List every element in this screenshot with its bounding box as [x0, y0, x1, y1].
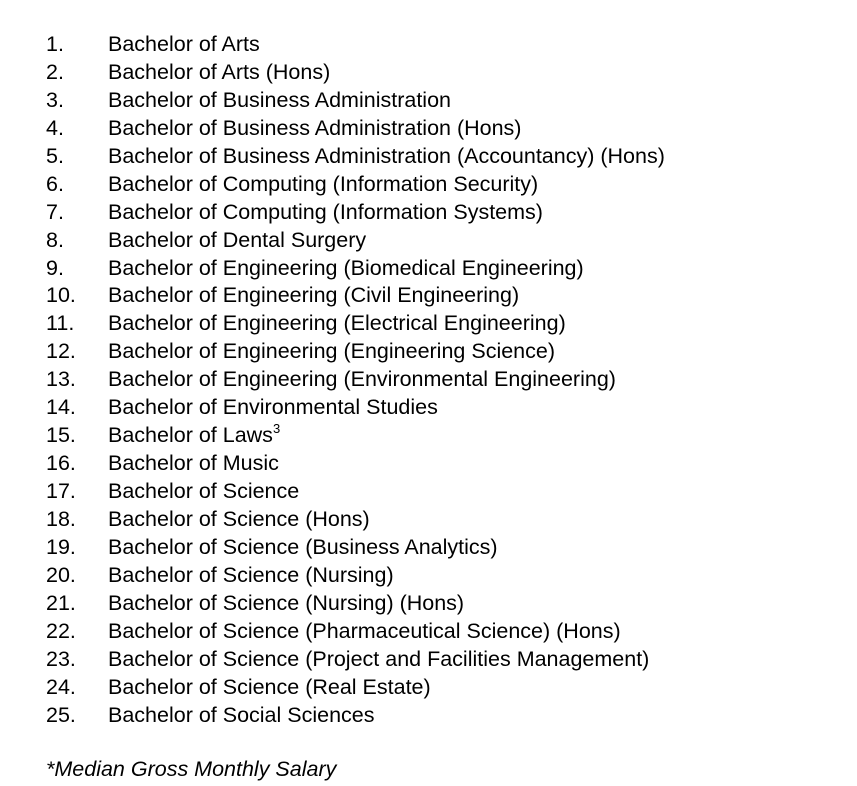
list-item	[46, 702, 665, 730]
degree-name: Bachelor of Arts (Hons)	[108, 59, 331, 84]
list-item	[46, 562, 665, 590]
list-item-number: 10.	[46, 283, 76, 308]
list-item-label	[108, 171, 538, 199]
degree-name: Bachelor of Engineering (Civil Engineering)	[108, 283, 520, 308]
list-item	[46, 338, 665, 366]
degree-name: Bachelor of Business Administration (Hons)	[108, 115, 522, 140]
list-item-number: 3.	[46, 87, 64, 112]
degree-name: Bachelor of Dental Surgery	[108, 227, 367, 252]
degree-name: Bachelor of Music	[108, 451, 279, 476]
list-item-number: 7.	[46, 199, 64, 224]
list-item-label	[108, 199, 543, 227]
degree-name: Bachelor of Business Administration (Accountancy) (Hons)	[108, 143, 665, 168]
list-item	[46, 255, 665, 283]
list-item-label	[108, 143, 665, 171]
list-item-number: 24.	[46, 674, 76, 699]
degree-name: Bachelor of Engineering (Biomedical Engineering)	[108, 255, 584, 280]
degree-name: Bachelor of Business Administration	[108, 87, 451, 112]
degree-name: Bachelor of Computing (Information Systems)	[108, 199, 543, 224]
list-item	[46, 143, 665, 171]
list-item-label	[108, 310, 566, 338]
list-item-number: 8.	[46, 227, 64, 252]
list-item-number: 9.	[46, 255, 64, 280]
list-item-number: 13.	[46, 367, 76, 392]
list-item-label	[108, 506, 370, 534]
list-item-label	[108, 59, 330, 87]
list-item-label	[108, 590, 464, 618]
list-item	[46, 227, 665, 255]
list-item-label	[108, 534, 498, 562]
list-item	[46, 506, 665, 534]
degree-name: Bachelor of Science (Project and Facilities Management)	[108, 646, 650, 671]
list-item-label	[108, 478, 299, 506]
list-item	[46, 59, 665, 87]
list-item-label	[108, 394, 438, 422]
list-item-label	[108, 338, 555, 366]
list-item	[46, 394, 665, 422]
list-item-label	[108, 674, 431, 702]
list-item-number: 17.	[46, 479, 76, 503]
list-item	[46, 534, 665, 562]
list-item	[46, 478, 665, 506]
list-item-number: 18.	[46, 506, 76, 531]
list-item-label	[108, 87, 451, 115]
degree-name: Bachelor of Science (Hons)	[108, 506, 370, 531]
list-item	[46, 366, 665, 394]
degree-name: Bachelor of Engineering (Engineering Science)	[108, 339, 555, 364]
list-item	[46, 199, 665, 227]
list-item-number: 11.	[46, 311, 75, 336]
list-item-number: 12.	[46, 339, 76, 364]
degree-name: Bachelor of Science	[108, 479, 300, 503]
footnote-marker: 3	[272, 421, 281, 437]
list-item-label	[108, 450, 279, 478]
list-item-number: 22.	[46, 618, 76, 643]
list-item-number: 23.	[46, 646, 76, 671]
list-item	[46, 115, 665, 143]
list-item-number: 4.	[46, 115, 64, 140]
list-item	[46, 674, 665, 702]
list-item-number: 25.	[46, 702, 76, 727]
list-item-number: 15.	[46, 423, 76, 448]
degree-name: Bachelor of Computing (Information Security)	[108, 171, 539, 196]
degree-name: Bachelor of Science (Business Analytics)	[108, 534, 498, 559]
degree-name: Bachelor of Engineering (Electrical Engineering)	[108, 311, 566, 336]
degree-name: Bachelor of Science (Pharmaceutical Science) (Hons)	[108, 618, 621, 643]
degree-name: Bachelor of Laws	[108, 423, 273, 448]
list-item-number: 2.	[46, 59, 64, 84]
degree-list	[46, 31, 665, 729]
degree-name: Bachelor of Science (Real Estate)	[108, 674, 431, 699]
list-item-label	[108, 422, 280, 450]
list-item	[46, 422, 665, 450]
list-item	[46, 310, 665, 338]
list-item-label	[108, 282, 519, 310]
list-item-number: 5.	[46, 143, 64, 168]
list-item-label	[108, 115, 521, 143]
list-item-label	[108, 31, 260, 59]
list-item-number: 14.	[46, 395, 76, 420]
list-item	[46, 590, 665, 618]
degree-name: Bachelor of Social Sciences	[108, 702, 375, 727]
list-item-number: 20.	[46, 562, 76, 587]
list-item-label	[108, 562, 394, 590]
footnote: *Median Gross Monthly Salary	[46, 757, 337, 781]
list-item-label	[108, 618, 621, 646]
list-item-label	[108, 646, 649, 674]
list-item	[46, 171, 665, 199]
list-item	[46, 87, 665, 115]
degree-name: Bachelor of Environmental Studies	[108, 395, 438, 420]
list-item	[46, 31, 665, 59]
list-item-label	[108, 366, 616, 394]
list-item-number: 16.	[46, 451, 76, 476]
list-item-label	[108, 255, 584, 283]
list-item-number: 19.	[46, 534, 76, 559]
list-item-number: 21.	[46, 590, 76, 615]
list-item	[46, 282, 665, 310]
list-item-number: 6.	[46, 171, 64, 196]
list-item	[46, 646, 665, 674]
degree-name: Bachelor of Science (Nursing)	[108, 562, 394, 587]
degree-name: Bachelor of Science (Nursing) (Hons)	[108, 590, 465, 615]
list-item-label	[108, 702, 375, 730]
list-item	[46, 450, 665, 478]
list-item	[46, 618, 665, 646]
list-item-number: 1.	[46, 32, 64, 56]
degree-name: Bachelor of Arts	[108, 32, 260, 56]
list-item-label	[108, 227, 366, 255]
degree-name: Bachelor of Engineering (Environmental Engineering)	[108, 367, 616, 392]
